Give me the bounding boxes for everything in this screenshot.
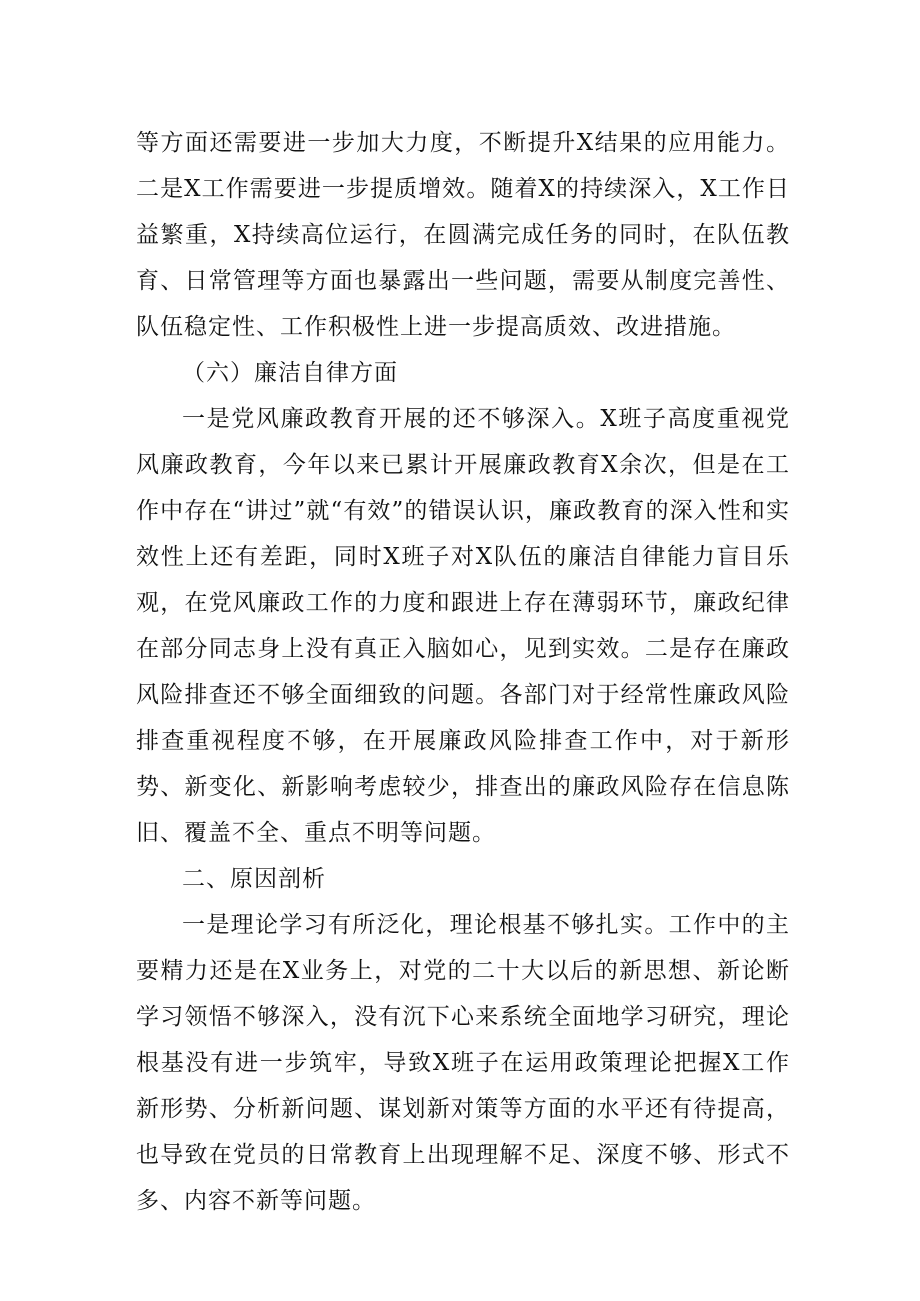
paragraph-continued: 等方面还需要进一步加大力度，不断提升X结果的应用能力。二是X工作需要进一步提质增效。随着X的持续深入，X工作日益繁重，X持续高位运行，在圆满完成任务的同时，在队伍教育、日常管理等方面也暴露出一些问题，需要从制度完善性、队伍稳定性、工作积极性上进一步提高质效、改进措施。 bbox=[136, 130, 790, 340]
section-heading-cause-analysis: 二、原因剖析 bbox=[182, 866, 326, 892]
document-body bbox=[136, 120, 790, 1224]
section-heading-integrity: （六）廉洁自律方面 bbox=[182, 360, 398, 386]
paragraph-cause-theory: 一是理论学习有所泛化，理论根基不够扎实。工作中的主要精力还是在X业务上，对党的二十大以后的新思想、新论断学习领悟不够深入，没有沉下心来系统全面地学习研究，理论根基没有进一步筑牢，导致X班子在运用政策理论把握X工作新形势、分析新问题、谋划新对策等方面的水平还有待提高，也导致在党员的日常教育上出现理解不足、深度不够、形式不多、内容不新等问题。 bbox=[136, 912, 790, 1214]
paragraph-integrity-issues: 一是党风廉政教育开展的还不够深入。X班子高度重视党风廉政教育，今年以来已累计开展廉政教育X余次，但是在工作中存在“讲过”就“有效”的错误认识，廉政教育的深入性和实效性上还有差距，同时X班子对X队伍的廉洁自律能力盲目乐观，在党风廉政工作的力度和跟进上存在薄弱环节，廉政纪律在部分同志身上没有真正入脑如心，见到实效。二是存在廉政风险排查还不够全面细致的问题。各部门对于经常性廉政风险排查重视程度不够，在开展廉政风险排查工作中，对于新形势、新变化、新影响考虑较少，排查出的廉政风险存在信息陈旧、覆盖不全、重点不明等问题。 bbox=[136, 406, 790, 846]
